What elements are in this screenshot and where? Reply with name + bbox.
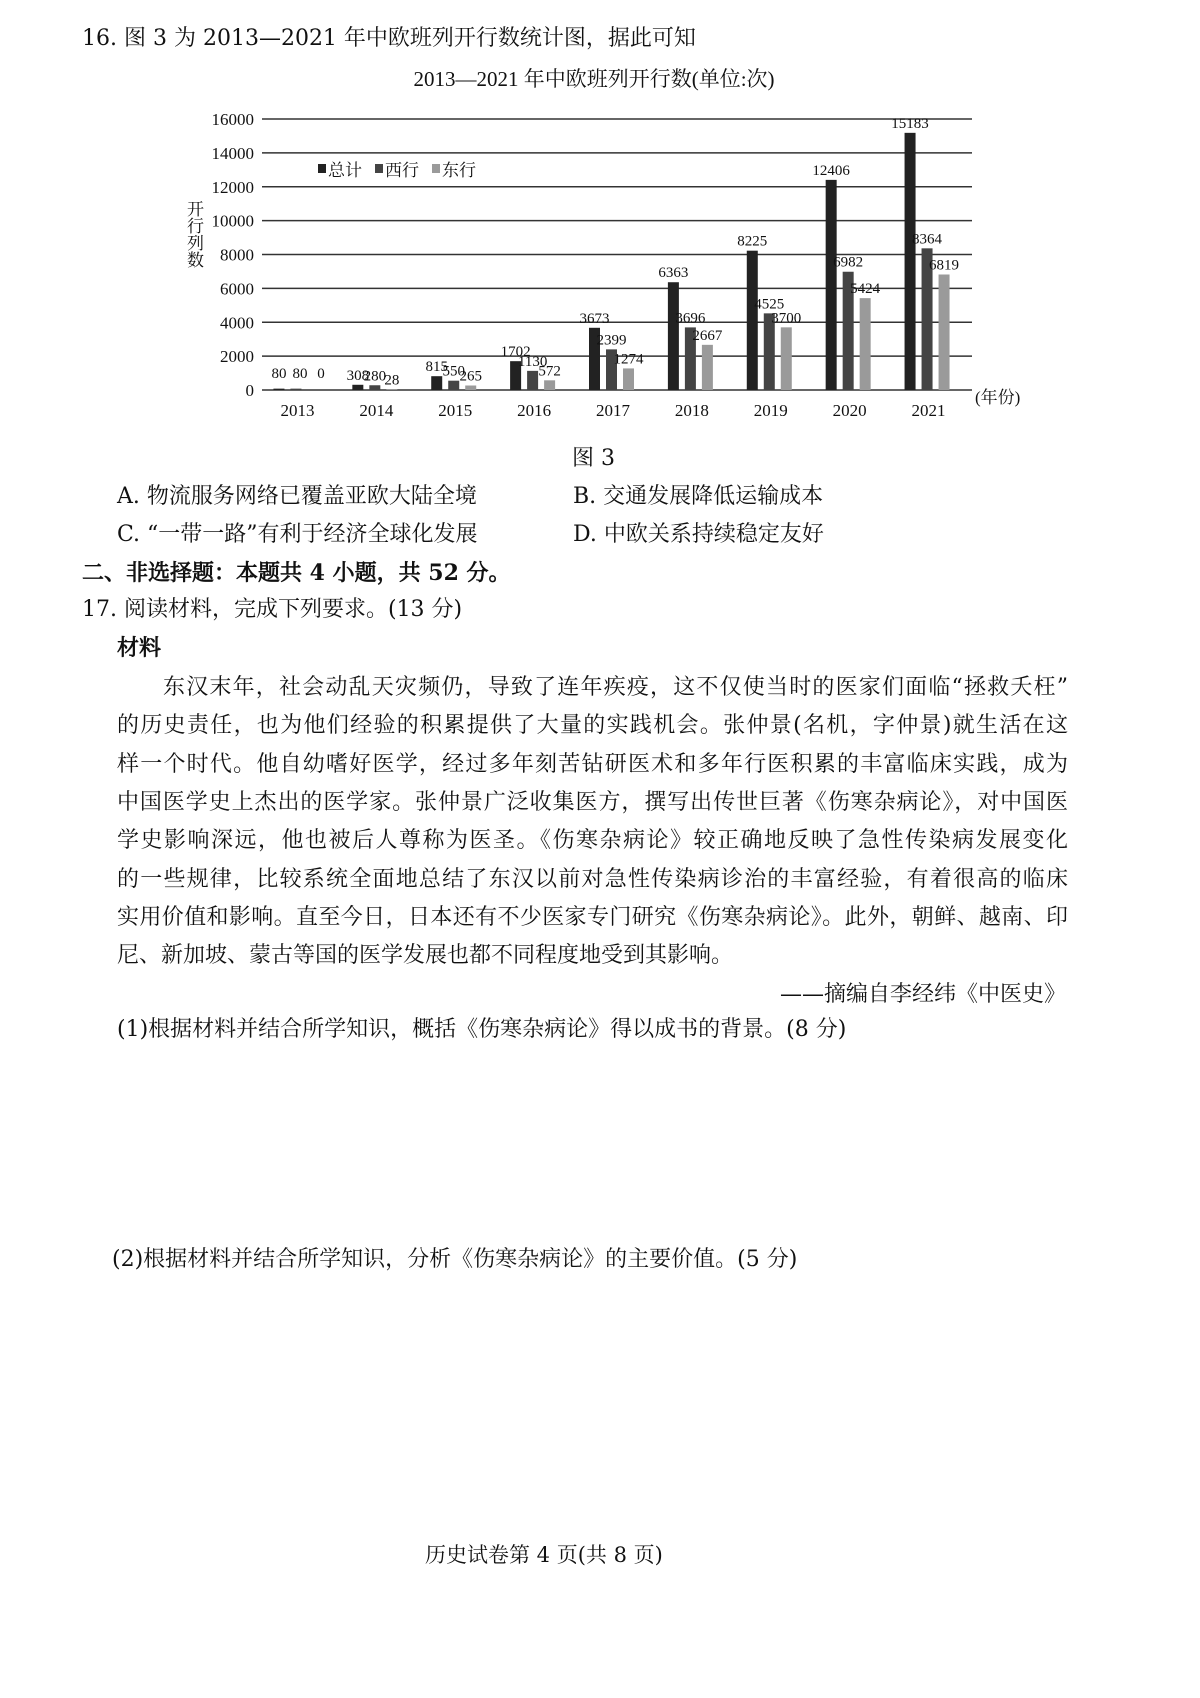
x-tick-label: 2016 (517, 401, 552, 420)
bar-总计 (826, 180, 837, 390)
data-label: 4525 (754, 296, 785, 313)
data-label: 6982 (833, 254, 864, 271)
data-label: 1274 (613, 351, 644, 368)
data-label: 15183 (891, 115, 929, 132)
chart-title: 2013—2021 年中欧班列开行数(单位:次) (413, 67, 775, 91)
data-label: 280 (363, 368, 387, 385)
y-tick-label: 6000 (220, 279, 254, 299)
section-heading: 二、非选择题：本题共 4 小题，共 52 分。 (82, 560, 511, 586)
bar-东行 (860, 298, 871, 390)
bar-西行 (290, 389, 301, 390)
bar-东行 (623, 368, 634, 390)
option-d[interactable]: D. 中欧关系持续稳定友好 (573, 522, 824, 547)
y-tick-label: 10000 (211, 211, 254, 231)
y-tick-label: 0 (245, 381, 254, 400)
data-label: 3696 (675, 310, 706, 327)
y-tick-label: 2000 (220, 347, 254, 367)
y-tick-label: 12000 (211, 177, 254, 197)
x-axis-label: (年份) (975, 388, 1021, 407)
paragraph-line: 中国医学史上杰出的医学家。张仲景广泛收集医方，撰写出传世巨著《伤寒杂病论》，对中国医 (117, 789, 1068, 815)
legend-label: 总计 (328, 161, 362, 180)
bar-东行 (781, 327, 792, 390)
x-tick-label: 2014 (359, 401, 394, 420)
x-tick-label: 2013 (280, 401, 315, 420)
paragraph-line: 尼、新加坡、蒙古等国的医学发展也都不同程度地受到其影响。 (117, 943, 734, 969)
paragraph-line: 的一些规律，比较系统全面地总结了东汉以前对急性传染病诊治的丰富经验，有着很高的临床 (117, 866, 1068, 892)
bar-总计 (431, 376, 442, 390)
bar-总计 (273, 389, 284, 390)
bar-东行 (544, 380, 555, 390)
bar-西行 (448, 381, 459, 390)
material-label: 材料 (117, 635, 162, 661)
x-tick-label: 2018 (674, 401, 709, 420)
data-label: 308 (346, 367, 370, 384)
y-tick-label: 8000 (220, 245, 254, 265)
data-label: 12406 (812, 162, 850, 179)
y-tick-label: 16000 (211, 110, 254, 129)
data-label: 5424 (850, 281, 881, 298)
paragraph-line: 样一个时代。他自幼嗜好医学，经过多年刻苦钻研医术和多年行医积累的丰富临床实践，成为 (117, 751, 1068, 777)
bar-东行 (939, 275, 950, 390)
x-tick-label: 2017 (596, 401, 630, 420)
bar-总计 (747, 251, 758, 390)
data-label: 815 (425, 359, 448, 376)
legend-swatch (318, 164, 326, 173)
bar-总计 (905, 133, 916, 390)
data-label: 0 (317, 366, 325, 382)
y-axis-label: 开行列数 (184, 200, 203, 268)
data-label: 550 (442, 363, 465, 380)
option-b[interactable]: B. 交通发展降低运输成本 (573, 484, 824, 509)
data-label: 3700 (771, 310, 802, 327)
data-label: 3673 (579, 310, 610, 327)
paragraph-line: 的历史责任，也为他们经验的积累提供了大量的实践机会。张仲景(名机，字仲景)就生活在这 (117, 713, 1068, 739)
y-tick-label: 4000 (220, 313, 254, 333)
option-c[interactable]: C. “一带一路”有利于经济全球化发展 (117, 522, 478, 547)
question-17-stem: 17. 阅读材料，完成下列要求。(13 分) (82, 597, 463, 622)
legend-label: 西行 (385, 161, 419, 180)
bar-chart (0, 60, 1200, 440)
data-label: 265 (459, 368, 482, 385)
bar-西行 (527, 371, 538, 390)
paragraph-line: 东汉末年，社会动乱天灾频仍，导致了连年疾疫，这不仅使当时的医家们面临“拯救夭枉” (163, 675, 1068, 700)
data-label: 6819 (929, 257, 960, 274)
data-label: 8225 (737, 233, 768, 250)
sub-question-1: (1)根据材料并结合所学知识，概括《伤寒杂病论》得以成书的背景。(8 分) (117, 1017, 847, 1042)
question-16-stem: 16. 图 3 为 2013—2021 年中欧班列开行数统计图，据此可知 (82, 26, 696, 51)
material-source: ——摘编自李经纬《中医史》 (779, 982, 1066, 1007)
data-label: 6363 (658, 265, 689, 282)
data-label: 1702 (500, 344, 531, 361)
paragraph-line: 实用价值和影响。直至今日，日本还有不少医家专门研究《伤寒杂病论》。此外，朝鲜、越南、印 (117, 904, 1068, 930)
legend-swatch (375, 164, 383, 173)
data-label: 572 (538, 363, 561, 380)
data-label: 1130 (517, 353, 548, 370)
legend-label: 东行 (442, 161, 476, 180)
bar-西行 (369, 385, 380, 390)
data-label: 28 (384, 372, 400, 389)
legend-swatch (432, 164, 440, 173)
figure-caption: 图 3 (572, 446, 615, 471)
x-tick-label: 2015 (438, 401, 473, 420)
y-tick-label: 14000 (211, 143, 254, 163)
sub-question-2: (2)根据材料并结合所学知识，分析《伤寒杂病论》的主要价值。(5 分) (112, 1247, 798, 1272)
x-tick-label: 2021 (911, 401, 946, 420)
bar-总计 (352, 385, 363, 390)
x-tick-label: 2019 (753, 401, 788, 420)
data-label: 2667 (692, 327, 723, 344)
page-footer: 历史试卷第 4 页(共 8 页) (425, 1543, 663, 1567)
paragraph-line: 学史影响深远，他也被后人尊称为医圣。《伤寒杂病论》较正确地反映了急性传染病发展变化 (117, 828, 1068, 854)
bar-东行 (702, 345, 713, 390)
option-a[interactable]: A. 物流服务网络已覆盖亚欧大陆全境 (117, 484, 477, 509)
data-label: 80 (292, 366, 308, 382)
bar-总计 (668, 282, 679, 390)
bar-东行 (465, 386, 476, 390)
data-label: 8364 (912, 231, 943, 248)
x-tick-label: 2020 (832, 401, 867, 420)
data-label: 2399 (596, 332, 627, 349)
data-label: 80 (271, 366, 287, 382)
